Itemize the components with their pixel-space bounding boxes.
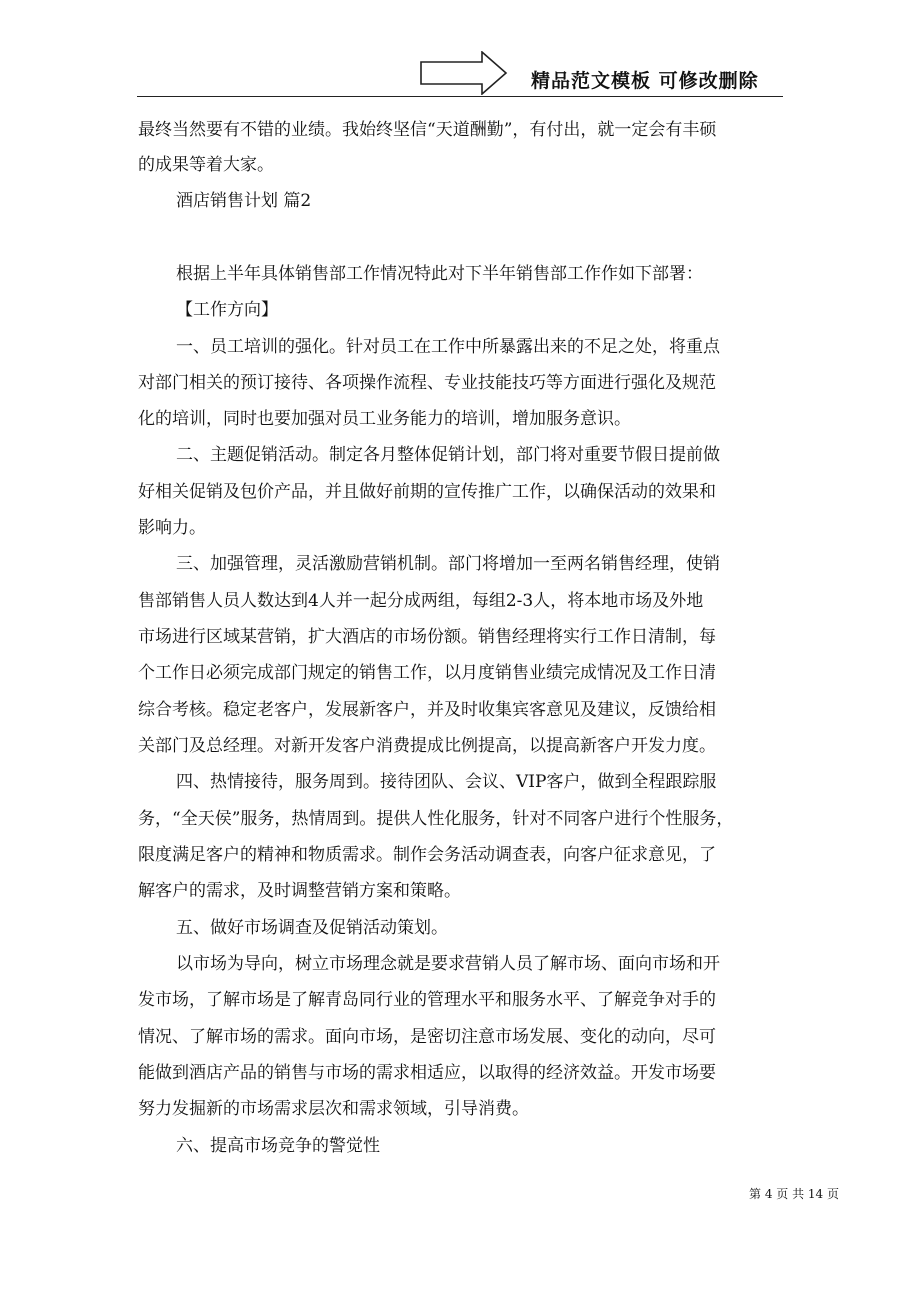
body-line: 六、提高市场竞争的警觉性 [176, 1136, 380, 1156]
body-line: 四、热情接待，服务周到。接待团队、会议、VIP客户，做到全程跟踪服 [176, 772, 717, 792]
body-line: 关部门及总经理。对新开发客户消费提成比例提高，以提高新客户开发力度。 [138, 736, 716, 756]
body-line: 市场进行区域某营销，扩大酒店的市场份额。销售经理将实行工作日清制，每 [138, 627, 716, 647]
header-rule [137, 96, 783, 97]
body-line: 限度满足客户的精神和物质需求。制作会务活动调查表，向客户征求意见，了 [138, 845, 716, 865]
body-line: 解客户的需求，及时调整营销方案和策略。 [138, 881, 461, 901]
body-line: 根据上半年具体销售部工作情况特此对下半年销售部工作作如下部署： [176, 264, 703, 284]
body-line: 以市场为导向，树立市场理念就是要求营销人员了解市场、面向市场和开 [176, 954, 720, 974]
body-line: 个工作日必须完成部门规定的销售工作，以月度销售业绩完成情况及工作日清 [138, 663, 716, 683]
body-line: 最终当然要有不错的业绩。我始终坚信“天道酬勤”，有付出，就一定会有丰硕 [138, 120, 717, 140]
body-line: 售部销售人员人数达到4人并一起分成两组，每组2-3人，将本地市场及外地 [138, 591, 704, 611]
body-line: 一、员工培训的强化。针对员工在工作中所暴露出来的不足之处，将重点 [176, 337, 720, 357]
body-line: 发市场，了解市场是了解青岛同行业的管理水平和服务水平、了解竞争对手的 [138, 990, 716, 1010]
body-line: 的成果等着大家。 [138, 155, 274, 175]
body-line: 好相关促销及包价产品，并且做好前期的宣传推广工作，以确保活动的效果和 [138, 482, 716, 502]
body-line: 努力发掘新的市场需求层次和需求领域，引导消费。 [138, 1099, 529, 1119]
page-number: 第 4 页 共 14 页 [749, 1187, 839, 1201]
body-line: 综合考核。稳定老客户，发展新客户，并及时收集宾客意见及建议，反馈给相 [138, 700, 716, 720]
body-line: 三、加强管理，灵活激励营销机制。部门将增加一至两名销售经理，使销 [176, 554, 720, 574]
body-line: 二、主题促销活动。制定各月整体促销计划，部门将对重要节假日提前做 [176, 445, 720, 465]
body-line: 对部门相关的预订接待、各项操作流程、专业技能技巧等方面进行强化及规范 [138, 373, 716, 393]
body-line: 五、做好市场调查及促销活动策划。 [176, 918, 448, 938]
section-heading: 酒店销售计划 篇2 [176, 191, 312, 211]
body-line: 能做到酒店产品的销售与市场的需求相适应，以取得的经济效益。开发市场要 [138, 1063, 716, 1083]
body-line: 务，“全天侯”服务，热情周到。提供人性化服务，针对不同客户进行个性服务， [138, 809, 734, 829]
arrow-right-icon [420, 51, 508, 95]
body-line: 影响力。 [138, 518, 206, 538]
body-line: 化的培训，同时也要加强对员工业务能力的培训，增加服务意识。 [138, 409, 631, 429]
body-line: 情况、了解市场的需求。面向市场，是密切注意市场发展、变化的动向，尽可 [138, 1027, 716, 1047]
header-title: 精品范文模板 可修改删除 [531, 70, 759, 92]
body-line: 【工作方向】 [176, 300, 278, 320]
